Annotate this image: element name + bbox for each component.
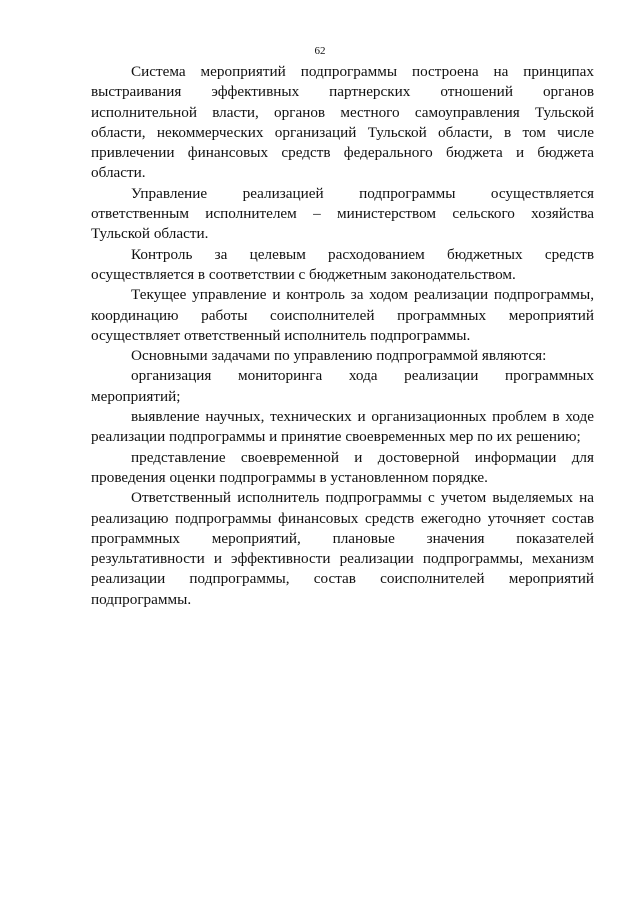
paragraph-current-management: Текущее управление и контроль за ходом реализации подпрограммы, координацию работы соисполнителей программных мероприятий осуществляет ответственный исполнитель подпрограммы. [91, 286, 594, 344]
paragraph-task-information: представление своевременной и достоверной информации для проведения оценки подпрограммы в установленном порядке. [91, 448, 594, 486]
paragraph-management: Управление реализацией подпрограммы осуществляется ответственным исполнителем – министерством сельского хозяйства Тульской области. [91, 184, 594, 243]
paragraph-responsible-executor: Ответственный исполнитель подпрограммы с учетом выделяемых на реализацию подпрограммы финансовых средств ежегодно уточняет состав программных мероприятий, плановые значения показателей результативности и эффективности реализации подпрограммы, механизм реализации подпрограммы, состав соисполнителей мероприятий подпрограммы. [91, 489, 594, 608]
document-body [91, 62, 594, 610]
paragraph-control: Контроль за целевым расходованием бюджетных средств осуществляется в соответствии с бюджетным законодательством. [91, 245, 594, 283]
paragraph-main-tasks: Основными задачами по управлению подпрограммой являются: [131, 347, 547, 365]
paragraph-task-monitoring: организация мониторинга хода реализации программных мероприятий; [91, 367, 594, 405]
paragraph-task-problems: выявление научных, технических и организационных проблем в ходе реализации подпрограммы и принятие своевременных мер по их решению; [91, 408, 594, 446]
page-number: 62 [314, 45, 326, 57]
paragraph-system-of-measures: Система мероприятий подпрограммы построена на принципах выстраивания эффективных партнерских отношений органов исполнительной власти, органов местного самоуправления Тульской области, некоммерческих организаций Тульской области, в том числе привлечении финансовых средств федерального бюджета и бюджета области. [91, 63, 594, 182]
